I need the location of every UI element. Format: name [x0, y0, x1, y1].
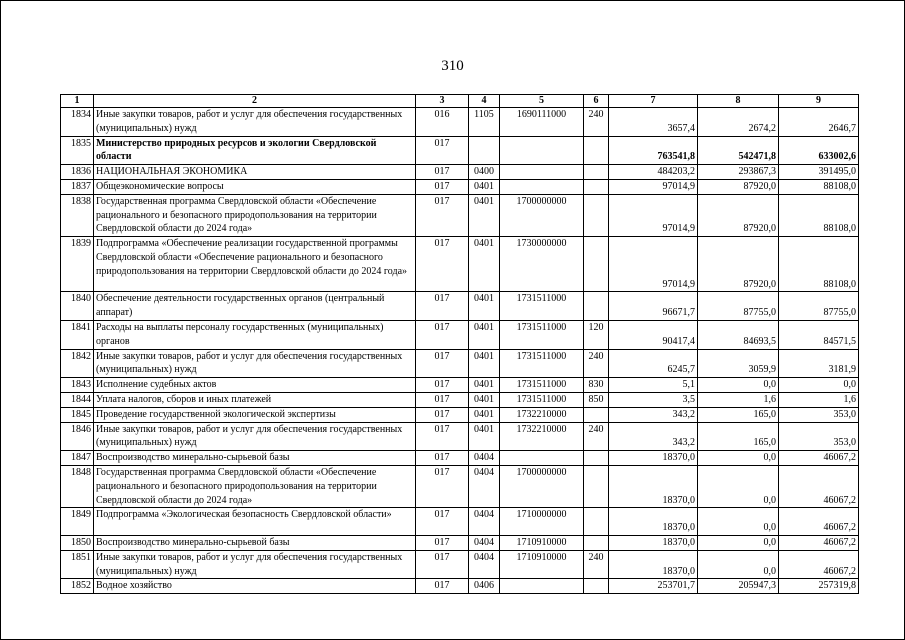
item-name: Водное хозяйство — [94, 579, 416, 594]
table-row — [61, 165, 859, 180]
budget-table — [60, 94, 859, 594]
amount-col-7: 18370,0 — [609, 465, 698, 507]
amount-col-7: 18370,0 — [609, 535, 698, 550]
target-code: 1700000000 — [500, 194, 584, 236]
column-header: 4 — [469, 95, 500, 108]
table-row — [61, 108, 859, 137]
expense-type — [584, 136, 609, 165]
target-code: 1710910000 — [500, 535, 584, 550]
amount-col-7: 97014,9 — [609, 194, 698, 236]
row-number: 1842 — [61, 349, 94, 378]
section-code: 0404 — [469, 550, 500, 579]
amount-col-8: 293867,3 — [698, 165, 779, 180]
table-row — [61, 535, 859, 550]
expense-type — [584, 465, 609, 507]
expense-type — [584, 292, 609, 321]
target-code — [500, 136, 584, 165]
section-code — [469, 136, 500, 165]
amount-col-9: 633002,6 — [779, 136, 859, 165]
table-row — [61, 579, 859, 594]
row-number: 1843 — [61, 378, 94, 393]
amount-col-9: 88108,0 — [779, 237, 859, 292]
section-code: 0401 — [469, 292, 500, 321]
target-code: 1731511000 — [500, 320, 584, 349]
amount-col-8: 87920,0 — [698, 237, 779, 292]
amount-col-8: 87920,0 — [698, 179, 779, 194]
row-number: 1846 — [61, 422, 94, 451]
amount-col-7: 96671,7 — [609, 292, 698, 321]
section-code: 0406 — [469, 579, 500, 594]
target-code: 1731511000 — [500, 292, 584, 321]
item-name: Иные закупки товаров, работ и услуг для обеспечения государственных (муниципальных) нужд — [94, 108, 416, 137]
row-number: 1845 — [61, 407, 94, 422]
row-number: 1837 — [61, 179, 94, 194]
item-name: Иные закупки товаров, работ и услуг для обеспечения государственных (муниципальных) нужд — [94, 550, 416, 579]
expense-type — [584, 407, 609, 422]
column-header: 6 — [584, 95, 609, 108]
ministry-code: 017 — [416, 451, 469, 466]
row-number: 1852 — [61, 579, 94, 594]
expense-type: 240 — [584, 349, 609, 378]
row-number: 1834 — [61, 108, 94, 137]
amount-col-7: 763541,8 — [609, 136, 698, 165]
table-row — [61, 451, 859, 466]
column-header: 3 — [416, 95, 469, 108]
target-code: 1690111000 — [500, 108, 584, 137]
table-row — [61, 194, 859, 236]
amount-col-9: 353,0 — [779, 422, 859, 451]
section-code: 0401 — [469, 194, 500, 236]
item-name: НАЦИОНАЛЬНАЯ ЭКОНОМИКА — [94, 165, 416, 180]
amount-col-8: 0,0 — [698, 535, 779, 550]
amount-col-9: 0,0 — [779, 378, 859, 393]
amount-col-7: 90417,4 — [609, 320, 698, 349]
amount-col-9: 3181,9 — [779, 349, 859, 378]
row-number: 1850 — [61, 535, 94, 550]
item-name: Государственная программа Свердловской области «Обеспечение рационального и безопасного природопользования на территории Свердловской области до 2024 года» — [94, 465, 416, 507]
row-number: 1844 — [61, 392, 94, 407]
target-code — [500, 165, 584, 180]
amount-col-8: 205947,3 — [698, 579, 779, 594]
row-number: 1847 — [61, 451, 94, 466]
expense-type — [584, 194, 609, 236]
amount-col-7: 3657,4 — [609, 108, 698, 137]
ministry-code: 017 — [416, 349, 469, 378]
row-number: 1839 — [61, 237, 94, 292]
amount-col-8: 0,0 — [698, 550, 779, 579]
target-code — [500, 451, 584, 466]
expense-type — [584, 535, 609, 550]
column-header: 2 — [94, 95, 416, 108]
table-row — [61, 550, 859, 579]
expense-type — [584, 179, 609, 194]
amount-col-8: 87920,0 — [698, 194, 779, 236]
row-number: 1838 — [61, 194, 94, 236]
amount-col-7: 5,1 — [609, 378, 698, 393]
expense-type: 240 — [584, 108, 609, 137]
table-row — [61, 508, 859, 536]
table-row — [61, 320, 859, 349]
amount-col-8: 165,0 — [698, 407, 779, 422]
amount-col-9: 88108,0 — [779, 179, 859, 194]
amount-col-8: 87755,0 — [698, 292, 779, 321]
amount-col-8: 1,6 — [698, 392, 779, 407]
column-header: 5 — [500, 95, 584, 108]
item-name: Проведение государственной экологической экспертизы — [94, 407, 416, 422]
section-code: 0400 — [469, 165, 500, 180]
section-code: 0401 — [469, 237, 500, 292]
amount-col-7: 18370,0 — [609, 508, 698, 536]
amount-col-9: 88108,0 — [779, 194, 859, 236]
table-row — [61, 136, 859, 165]
amount-col-8: 165,0 — [698, 422, 779, 451]
ministry-code: 017 — [416, 508, 469, 536]
amount-col-7: 343,2 — [609, 407, 698, 422]
item-name: Уплата налогов, сборов и иных платежей — [94, 392, 416, 407]
row-number: 1835 — [61, 136, 94, 165]
item-name: Обеспечение деятельности государственных органов (центральный аппарат) — [94, 292, 416, 321]
amount-col-7: 343,2 — [609, 422, 698, 451]
ministry-code: 017 — [416, 194, 469, 236]
row-number: 1848 — [61, 465, 94, 507]
section-code: 0404 — [469, 535, 500, 550]
amount-col-7: 253701,7 — [609, 579, 698, 594]
item-name: Подпрограмма «Экологическая безопасность Свердловской области» — [94, 508, 416, 536]
row-number: 1840 — [61, 292, 94, 321]
table-row — [61, 422, 859, 451]
ministry-code: 016 — [416, 108, 469, 137]
section-code: 0401 — [469, 179, 500, 194]
amount-col-8: 0,0 — [698, 508, 779, 536]
ministry-code: 017 — [416, 550, 469, 579]
section-code: 0404 — [469, 465, 500, 507]
column-header: 9 — [779, 95, 859, 108]
amount-col-8: 3059,9 — [698, 349, 779, 378]
amount-col-8: 0,0 — [698, 378, 779, 393]
ministry-code: 017 — [416, 292, 469, 321]
item-name: Иные закупки товаров, работ и услуг для обеспечения государственных (муниципальных) нужд — [94, 349, 416, 378]
table-row — [61, 378, 859, 393]
table-row — [61, 349, 859, 378]
row-number: 1841 — [61, 320, 94, 349]
target-code: 1710000000 — [500, 508, 584, 536]
amount-col-8: 542471,8 — [698, 136, 779, 165]
section-code: 0401 — [469, 422, 500, 451]
item-name: Иные закупки товаров, работ и услуг для обеспечения государственных (муниципальных) нужд — [94, 422, 416, 451]
expense-type: 120 — [584, 320, 609, 349]
amount-col-9: 391495,0 — [779, 165, 859, 180]
amount-col-9: 46067,2 — [779, 451, 859, 466]
ministry-code: 017 — [416, 179, 469, 194]
amount-col-9: 87755,0 — [779, 292, 859, 321]
target-code: 1732210000 — [500, 422, 584, 451]
amount-col-7: 6245,7 — [609, 349, 698, 378]
expense-type: 240 — [584, 550, 609, 579]
amount-col-7: 97014,9 — [609, 237, 698, 292]
item-name: Министерство природных ресурсов и экологии Свердловской области — [94, 136, 416, 165]
amount-col-9: 2646,7 — [779, 108, 859, 137]
section-code: 0404 — [469, 508, 500, 536]
target-code — [500, 579, 584, 594]
section-code: 0401 — [469, 320, 500, 349]
table-header-row — [61, 95, 859, 108]
item-name: Общеэкономические вопросы — [94, 179, 416, 194]
amount-col-7: 484203,2 — [609, 165, 698, 180]
ministry-code: 017 — [416, 136, 469, 165]
row-number: 1851 — [61, 550, 94, 579]
ministry-code: 017 — [416, 465, 469, 507]
ministry-code: 017 — [416, 237, 469, 292]
target-code: 1731511000 — [500, 349, 584, 378]
expense-type — [584, 508, 609, 536]
amount-col-8: 0,0 — [698, 465, 779, 507]
section-code: 0401 — [469, 349, 500, 378]
table-row — [61, 292, 859, 321]
amount-col-7: 97014,9 — [609, 179, 698, 194]
ministry-code: 017 — [416, 535, 469, 550]
table-row — [61, 392, 859, 407]
amount-col-7: 3,5 — [609, 392, 698, 407]
amount-col-8: 84693,5 — [698, 320, 779, 349]
target-code: 1710910000 — [500, 550, 584, 579]
amount-col-9: 46067,2 — [779, 465, 859, 507]
amount-col-9: 84571,5 — [779, 320, 859, 349]
amount-col-9: 1,6 — [779, 392, 859, 407]
ministry-code: 017 — [416, 165, 469, 180]
amount-col-9: 46067,2 — [779, 535, 859, 550]
target-code — [500, 179, 584, 194]
expense-type: 850 — [584, 392, 609, 407]
section-code: 1105 — [469, 108, 500, 137]
ministry-code: 017 — [416, 320, 469, 349]
section-code: 0401 — [469, 378, 500, 393]
target-code: 1700000000 — [500, 465, 584, 507]
expense-type: 240 — [584, 422, 609, 451]
amount-col-9: 46067,2 — [779, 508, 859, 536]
amount-col-7: 18370,0 — [609, 550, 698, 579]
amount-col-9: 257319,8 — [779, 579, 859, 594]
section-code: 0401 — [469, 392, 500, 407]
column-header: 8 — [698, 95, 779, 108]
table-row — [61, 465, 859, 507]
column-header: 7 — [609, 95, 698, 108]
item-name: Воспроизводство минерально-сырьевой базы — [94, 535, 416, 550]
ministry-code: 017 — [416, 378, 469, 393]
page-number: 310 — [441, 58, 464, 74]
row-number: 1836 — [61, 165, 94, 180]
table-row — [61, 237, 859, 292]
ministry-code: 017 — [416, 579, 469, 594]
table-row — [61, 179, 859, 194]
ministry-code: 017 — [416, 422, 469, 451]
item-name: Воспроизводство минерально-сырьевой базы — [94, 451, 416, 466]
item-name: Исполнение судебных актов — [94, 378, 416, 393]
item-name: Расходы на выплаты персоналу государственных (муниципальных) органов — [94, 320, 416, 349]
column-header: 1 — [61, 95, 94, 108]
section-code: 0401 — [469, 407, 500, 422]
target-code: 1730000000 — [500, 237, 584, 292]
expense-type — [584, 579, 609, 594]
expense-type — [584, 237, 609, 292]
row-number: 1849 — [61, 508, 94, 536]
section-code: 0404 — [469, 451, 500, 466]
amount-col-7: 18370,0 — [609, 451, 698, 466]
amount-col-9: 353,0 — [779, 407, 859, 422]
target-code: 1732210000 — [500, 407, 584, 422]
amount-col-9: 46067,2 — [779, 550, 859, 579]
ministry-code: 017 — [416, 392, 469, 407]
expense-type — [584, 165, 609, 180]
ministry-code: 017 — [416, 407, 469, 422]
expense-type: 830 — [584, 378, 609, 393]
target-code: 1731511000 — [500, 392, 584, 407]
amount-col-8: 0,0 — [698, 451, 779, 466]
item-name: Подпрограмма «Обеспечение реализации государственной программы Свердловской области «Обеспечение рационального и безопасного природопользования на территории Свердловской области до 2024 года» — [94, 237, 416, 292]
expense-type — [584, 451, 609, 466]
target-code: 1731511000 — [500, 378, 584, 393]
amount-col-8: 2674,2 — [698, 108, 779, 137]
table-row — [61, 407, 859, 422]
item-name: Государственная программа Свердловской области «Обеспечение рационального и безопасного природопользования на территории Свердловской области до 2024 года» — [94, 194, 416, 236]
